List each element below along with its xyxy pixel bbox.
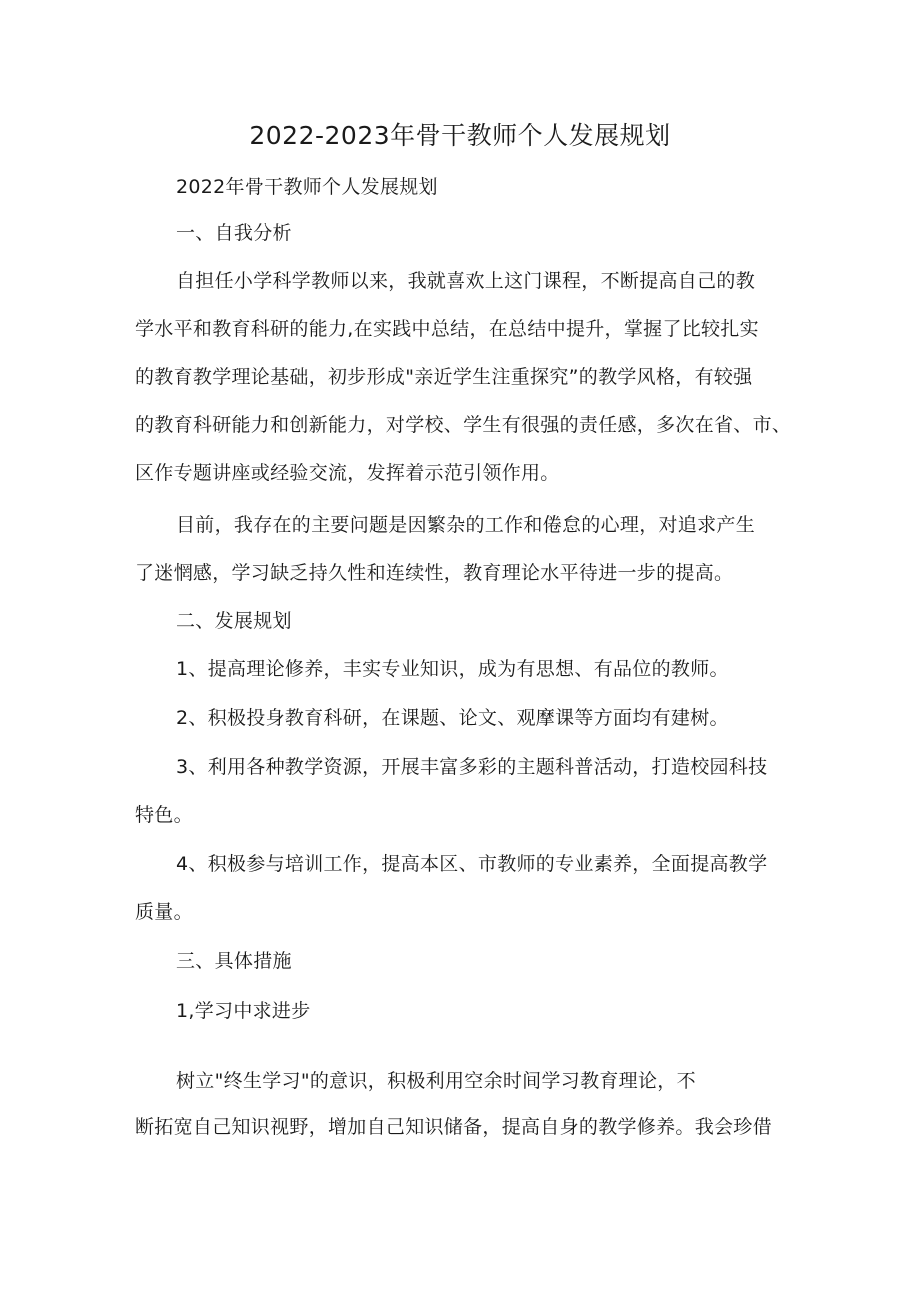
paragraph-line: 学水平和教育科研的能力,在实践中总结，在总结中提升，掌握了比较扎实 [135, 318, 759, 340]
plan-item-4: 4、积极参与培训工作，提高本区、市教师的专业素养，全面提高教学 [176, 853, 768, 875]
plan-item-3: 3、利用各种教学资源，开展丰富多彩的主题科普活动，打造校园科技 [176, 756, 768, 778]
paragraph-line: 区作专题讲座或经验交流，发挥着示范引领作用。 [135, 462, 560, 484]
paragraph-line: 的教育科研能力和创新能力，对学校、学生有很强的责任感，多次在省、市、 [135, 414, 792, 436]
paragraph-line: 自担任小学科学教师以来，我就喜欢上这门课程，不断提高自己的教 [176, 270, 756, 292]
section-heading-self-analysis: 一、自我分析 [176, 222, 292, 244]
plan-item-2: 2、积极投身教育科研，在课题、论文、观摩课等方面均有建树。 [176, 707, 729, 729]
paragraph-line: 了迷惘感，学习缺乏持久性和连续性，教育理论水平待进一步的提高。 [135, 562, 734, 584]
document-title: 2022-2023年骨干教师个人发展规划 [249, 121, 671, 150]
subtitle: 2022年骨干教师个人发展规划 [176, 176, 438, 198]
paragraph-line: 目前，我存在的主要问题是因繁杂的工作和倦怠的心理，对追求产生 [176, 514, 756, 536]
paragraph-line: 断拓宽自己知识视野，增加自己知识储备，提高自身的教学修养。我会珍借 [135, 1116, 772, 1138]
paragraph-line: 树立"终生学习"的意识，积极利用空余时间学习教育理论，不 [176, 1070, 696, 1092]
plan-item-3-continued: 特色。 [135, 804, 193, 826]
section-heading-measures: 三、具体措施 [176, 950, 292, 972]
plan-item-4-continued: 质量。 [135, 901, 193, 923]
paragraph-line: 的教育教学理论基础，初步形成"亲近学生注重探究”的教学风格，有较强 [135, 366, 753, 388]
section-heading-development-plan: 二、发展规划 [176, 610, 292, 632]
measure-sub-heading: 1,学习中求进步 [176, 1000, 311, 1022]
plan-item-1: 1、提高理论修养，丰实专业知识，成为有思想、有品位的教师。 [176, 658, 729, 680]
